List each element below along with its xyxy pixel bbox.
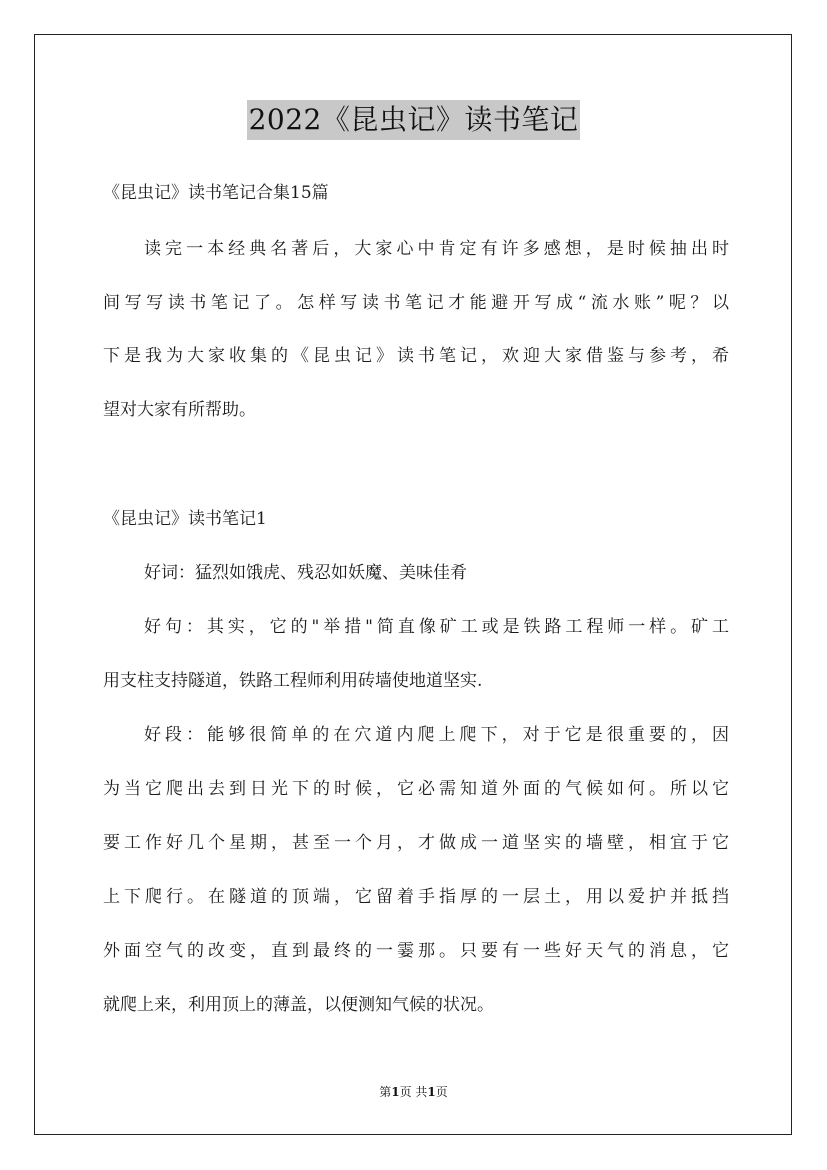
page-footer [0,1083,827,1100]
good-sentence-line-1: 好句：其实，它的"举措"简直像矿工或是铁路工程师一样。矿工 [144,617,729,637]
section-heading: 《昆虫记》读书笔记1 [103,509,267,529]
good-paragraph-line-3: 要工作好几个星期，甚至一个月，才做成一道坚实的墙壁，相宜于它 [103,833,729,853]
page-suffix: 页 [435,1085,448,1099]
page-total: 1 [427,1085,436,1099]
good-words: 好词：猛烈如饿虎、残忍如妖魔、美味佳肴 [144,563,467,583]
intro-line-2: 间写写读书笔记了。怎样写读书笔记才能避开写成“流水账”呢？以 [103,293,729,313]
good-paragraph-line-4: 上下爬行。在隧道的顶端，它留着手指厚的一层土，用以爱护并抵挡 [103,887,729,907]
intro-line-3: 下是我为大家收集的《昆虫记》读书笔记，欢迎大家借鉴与参考，希 [103,346,729,366]
page-prefix: 第 [379,1085,392,1099]
subtitle: 《昆虫记》读书笔记合集15篇 [103,183,329,203]
good-paragraph-line-2: 为当它爬出去到日光下的时候，它必需知道外面的气候如何。所以它 [103,779,729,799]
good-paragraph-line-6: 就爬上来，利用顶上的薄盖，以便测知气候的状况。 [103,995,494,1015]
good-sentence-line-2: 用支柱支持隧道，铁路工程师利用砖墙使地道坚实. [103,671,483,691]
document-title: 2022《昆虫记》读书笔记 [247,100,581,140]
intro-line-4: 望对大家有所帮助。 [103,400,256,420]
title-container [0,100,827,140]
good-paragraph-line-5: 外面空气的改变，直到最终的一霎那。只要有一些好天气的消息，它 [103,941,729,961]
good-paragraph-line-1: 好段：能够很简单的在穴道内爬上爬下，对于它是很重要的，因 [144,725,729,745]
intro-line-1: 读完一本经典名著后，大家心中肯定有许多感想，是时候抽出时 [144,239,729,259]
page-mid: 页 共 [399,1085,428,1099]
page-number: 1 [391,1085,400,1099]
